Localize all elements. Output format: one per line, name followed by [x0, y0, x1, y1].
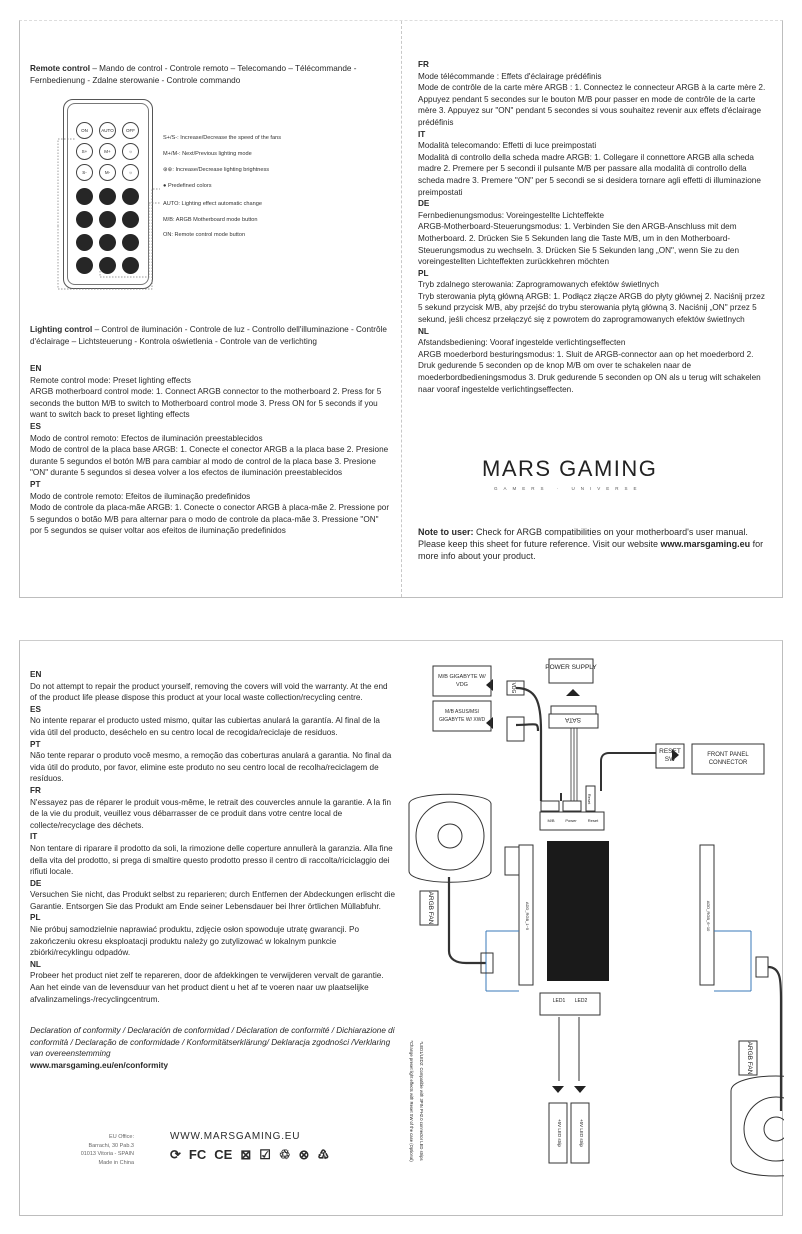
rohs-icon: ☑	[259, 1147, 271, 1162]
fold-line	[401, 21, 402, 597]
lang-block-it	[418, 129, 770, 199]
lang-block-nl	[30, 959, 395, 1005]
front-panel-connector-label: FRONT PANEL CONNECTOR	[707, 752, 749, 766]
lang-heading: ES	[30, 704, 41, 714]
remote-auto-button: AUTO	[99, 122, 116, 139]
hub-board	[547, 841, 609, 981]
lang-paragraph: Do not attempt to repair the product yourself, removing the covers will void the warranty. At the end of the product life please dispose this product at your local waste collection/recycling centre.	[30, 681, 388, 703]
lang-heading: PT	[30, 739, 41, 749]
lang-paragraph: Mode télécommande : Effets d'éclairage prédéfinis	[418, 71, 602, 81]
lang-paragraph: N'essayez pas de réparer le produit vous-même, le retrait des couvercles annule la garantie. A la fin de la vie du produit, veuillez vous débarrasser de ce produit dans votre centre local de collecte/recyclage des déchets.	[30, 797, 392, 830]
vdg-label: VDG	[510, 682, 516, 694]
fcc-mark: FC	[188, 1147, 207, 1162]
website-link[interactable]: www.marsgaming.eu	[660, 539, 751, 549]
lang-heading: FR	[418, 60, 429, 69]
lang-block-fr	[418, 59, 770, 129]
lang-paragraph: Mode de contrôle de la carte mère ARGB : 1. Connectez le connecteur ARGB à la carte mère 2. Appuyez pendant 5 secondes sur le bouton M/B pour passer en mode de contrôle de la carte mère 3. Appuyez sur "ON" pendant 5 secondes si vous souhaitez revenir aux effets d'éclairage prédéfinis	[418, 83, 766, 127]
no-dispose-icon: ⊗	[298, 1147, 310, 1162]
lang-paragraph: Modo de controle remoto: Efeitos de iluminação predefinidos	[30, 491, 251, 501]
page-warranty-diagram	[19, 640, 783, 1216]
lang-block-nl	[418, 326, 770, 396]
arrow-up-icon	[566, 689, 580, 696]
lang-block-pt	[30, 479, 392, 537]
lang-block-de	[30, 878, 395, 913]
lang-paragraph: Modalità di controllo della scheda madre ARGB: 1. Collegare il connettore ARGB alla scheda madre 2. Premere per 5 secondi il pulsante M/B per passare alla modalità di controllo della scheda madre 3. Premere "ON" per 5 secondi se si desidera tornare agli effetti di illuminazione preimpostati	[418, 152, 761, 197]
lang-block-pl	[30, 912, 395, 958]
lighting-instructions-left	[30, 363, 392, 537]
lang-paragraph: Remote control mode: Preset lighting effects	[30, 375, 191, 385]
lang-paragraph: Afstandsbediening: Vooraf ingestelde verlichtingseffecten	[418, 338, 626, 348]
argb-fan-top-label: ARGB FAN	[427, 891, 434, 925]
mars-gaming-logo: MARS GAMING	[482, 456, 658, 481]
hub-port-power: Power	[565, 818, 577, 823]
conformity-declaration: Declaration of conformity / Declaración de conformidad / Déclaration de conformité / Dichiarazione di conformità / Declaração de conformidade / Konformitätserklärung/ Deklaracja zgodności /Verklaring van overeenstemming	[30, 1026, 395, 1059]
lang-block-pt	[30, 739, 395, 785]
lang-heading: PL	[30, 913, 41, 923]
argb-fan-top-icon	[409, 794, 491, 882]
mb-gigabyte-vdg-label: M/B GIGABYTE W/ VDG	[438, 674, 486, 688]
lang-paragraph: Versuchen Sie nicht, das Produkt selbst zu reparieren; durch Entfernen der Abdeckungen erlischt die Garantie. Entsorgen Sie das Produkt am Ende seiner Lebensdauer bei Ihrer örtlichen Müllabfuhr.	[30, 890, 396, 911]
lang-block-en	[30, 669, 395, 704]
remote-label-mb: M/B: ARGB Motherboard mode button	[163, 217, 258, 223]
lang-heading: ES	[30, 421, 41, 431]
remote-label-colors: ● Predefined colors	[163, 183, 212, 189]
brightness-icon: ⊛⊛	[163, 167, 173, 173]
lang-paragraph: ARGB-Motherboard-Steuerungsmodus: 1. Verbinden Sie den ARGB-Anschluss mit dem Motherboard. 2. Drücken Sie 5 Sekunden lang die Taste M/B, um in den Motherboard-Steuerungsmodus zu wechseln. 3. Drücken Sie 5 Sekunden lang „ON", wenn Sie zu den voreingestellten Lichteffekten zurückkehren möchten	[418, 222, 740, 267]
lang-paragraph: Fernbedienungsmodus: Voreingestellte Lichteffekte	[418, 210, 605, 220]
power-supply-label: POWER SUPPLY	[545, 664, 597, 671]
hub-port-mb: M/B	[547, 818, 555, 823]
lang-paragraph: Non tentare di riparare il prodotto da soli, la rimozione delle coperture annullerà la garanzia. Alla fine della vita del prodotto, si prega di smaltire questo prodotto presso il centro di raccolta/riciclaggio dei rifiuti locale.	[30, 843, 393, 877]
lang-heading: PL	[418, 268, 429, 278]
reset-sw-note: *Change preset light effects with Reset SW of the case (Optional)	[409, 1040, 414, 1162]
sata-label: SATA	[564, 716, 582, 723]
remote-label-speed: S+/S-: Increase/Decrease the speed of the fans	[163, 135, 282, 141]
hub-left-label: ADD_RGB_1~5	[525, 901, 530, 931]
lang-heading: IT	[418, 129, 426, 139]
lang-block-es	[30, 421, 392, 479]
lang-block-fr	[30, 785, 395, 831]
remote-on-button: ON	[76, 122, 93, 139]
lang-heading: NL	[30, 959, 41, 969]
lang-heading: FR	[30, 785, 41, 795]
brightness-up-icon: ☼	[122, 143, 139, 160]
lang-heading: DE	[418, 199, 430, 209]
remote-label-mode: M+/M-: Next/Previous lighting mode	[163, 151, 252, 157]
lang-block-it	[30, 831, 395, 877]
lang-heading: IT	[30, 832, 38, 842]
lang-paragraph: Nie próbuj samodzielnie naprawiać produktu, zdjęcie osłon spowoduje utratę gwarancji. Po zakończeniu okresu eksploatacji produktu należy go zutylizować w lokalnym punkcie zbiórki/recyklingu odpadów.	[30, 925, 360, 958]
lang-block-de	[418, 198, 770, 268]
remote-speed-up-button: S+	[76, 143, 93, 160]
remote-label-brightness: ⊛⊛: Increase/Decrease lighting brightness	[163, 167, 270, 173]
page-remote-lighting	[19, 20, 783, 598]
eu-office-address: EU Office: Barrachi, 30 Pab.3 01013 Vitoria - SPAIN Made in China	[80, 1134, 134, 1166]
led-compat-note: *LED1/LED2: Compatible with 3PIN PH2.0 connector LED strips	[419, 1041, 424, 1161]
lang-block-en	[30, 363, 392, 421]
hub-port-reset: Reset	[587, 818, 599, 823]
remote-mode-next-button: M+	[99, 143, 116, 160]
remote-control-title: Remote control – Mando de control - Controle remoto – Telecomando – Télécommande - Fernbedienung - Zdalne sterowanie - Controle commando	[30, 64, 357, 85]
lang-paragraph: Tryb zdalnego sterowania: Zaprogramowanych efektów świetlnych	[418, 280, 659, 290]
green-dot-icon: ⟳	[170, 1147, 181, 1162]
brand-tagline: GAMERS · UNIVERSE	[494, 486, 643, 491]
led-strip-1-label: +5V LED strip	[557, 1119, 562, 1147]
lang-block-pl	[418, 268, 770, 326]
mb-asus-msi-label: M/B ASUS/MSI GIGABYTE W/ XWD	[438, 709, 486, 723]
hub-right-label: ADD_RGB_6~10	[706, 900, 711, 932]
lang-paragraph: Modo de control remoto: Efectos de iluminación preestablecidos	[30, 433, 263, 443]
lang-paragraph: Tryb sterowania płytą główną ARGB: 1. Podłącz złącze ARGB do płyty głównej 2. Naciśnij przez 5 sekund przycisk M/B, aby przejść do trybu sterowania płytą główną 3. Naciśnij „ON" przez 5 sekund, jeśli chcesz przełączyć się z powrotem do zaprogramowanych efektów świetlnych	[418, 291, 765, 325]
lang-paragraph: Probeer het product niet zelf te repareren, door de afdekkingen te verwijderen vervalt de garantie. Aan het einde van de levensduur van het product dient u het af te voeren naar uw plaatselijke afvalinzamelings-/recyclingcentrum.	[30, 971, 384, 1004]
ce-mark: CE	[214, 1147, 233, 1162]
lighting-instructions-right	[418, 59, 770, 395]
arrow-down-icon	[552, 1086, 586, 1093]
footer-website: WWW.MARSGAMING.EU	[170, 1131, 301, 1142]
lang-heading: NL	[418, 326, 429, 336]
lang-paragraph: Não tente reparar o produto você mesmo, a remoção das coberturas anulará a garantia. No final da vida útil do produto, por favor, elimine este produto no seu centro local de recolha/reciclagem de resíduos.	[30, 751, 392, 784]
lang-block-es	[30, 704, 395, 739]
remote-off-button: OFF	[122, 122, 139, 139]
led-strip-2-label: +5V LED strip	[579, 1119, 584, 1147]
certification-marks	[170, 1147, 329, 1163]
weee-bin-icon: ⊠	[240, 1147, 252, 1162]
note-to-user: Note to user: Check for ARGB compatibilities on your motherboard's user manual. Please keep this sheet for future reference. Visit our website www.marsgaming.eu for more info about your product.	[418, 527, 764, 561]
remote-speed-down-button: S-	[76, 164, 93, 181]
recycle-22-icon: ♳	[317, 1147, 330, 1162]
reset-sw-label: RESET SW	[659, 748, 681, 763]
remote-mode-prev-button: M-	[99, 164, 116, 181]
lang-paragraph: No intente reparar el producto usted mismo, quitar las cubiertas anulará la garantía. Al final de la vida útil del producto, deséchelo en su centro local de recogida/reciclaje de residuos.	[30, 716, 380, 737]
lang-paragraph: ARGB moederbord besturingsmodus: 1. Sluit de ARGB-connector aan op het moederbord 2. Druk gedurende 5 seconden op de knop M/B om over te schakelen naar de moederbordbedieningsmodus 3. Druk gedurende 5 seconden op ON als u terug wilt schakelen naar vooraf ingestelde verlichtingseffecten.	[418, 349, 761, 394]
warranty-and-conformity	[30, 669, 395, 1072]
recycle-icon: ♲	[278, 1147, 291, 1162]
lang-paragraph: Modalità telecomando: Effetti di luce preimpostati	[418, 141, 597, 151]
remote-label-auto: AUTO: Lighting effect automatic change	[163, 201, 262, 207]
lang-paragraph: Modo de controle da placa-mãe ARGB: 1. Conecte o conector ARGB à placa-mãe 2. Pressione por 5 segundos o botão M/B para alternar para o modo de controle da placa-mãe 3. Pressione "ON" por 5 segundos se quiser voltar aos efeitos de iluminação predefinidos	[30, 503, 390, 536]
argb-fan-bottom-label: ARGB FAN	[746, 1041, 753, 1075]
lang-heading: DE	[30, 878, 42, 888]
brightness-down-icon: ☼	[122, 164, 139, 181]
remote-label-on: ON: Remote control mode button	[163, 232, 246, 238]
color-dot-icon: ●	[163, 183, 167, 189]
conformity-link[interactable]: www.marsgaming.eu/en/conformity	[30, 1061, 168, 1070]
led2-label: LED2	[574, 998, 588, 1004]
lighting-control-title: Lighting control – Control de iluminación - Controle de luz - Controllo dell'illuminazione - Contrôle d'éclairage – Lichtsteuerung - Kontrola oświetlenia - Controle van de verlichting	[30, 325, 387, 346]
reset-label: Reset	[587, 793, 592, 805]
led1-label: LED1	[552, 998, 566, 1004]
lang-heading: PT	[30, 479, 41, 489]
warranty-text	[30, 669, 395, 1005]
lang-heading: EN	[30, 364, 42, 373]
lang-paragraph: ARGB motherboard control mode: 1. Connect ARGB connector to the motherboard 2. Press for 5 seconds the button M/B to switch to Motherboard control mode 3. Press ON for 5 seconds if you want to switch back to preset lighting effects	[30, 387, 382, 420]
led-ports-block	[540, 993, 600, 1015]
lang-heading: EN	[30, 670, 42, 679]
lang-paragraph: Modo de control de la placa base ARGB: 1. Conecte el conector ARGB a la placa base 2. Presione durante 5 segundos el botón M/B para cambiar al modo de control de la placa base 3. Presione "ON" durante 5 segundos si desea volver a los efectos de iluminación preestablecidos	[30, 445, 389, 478]
